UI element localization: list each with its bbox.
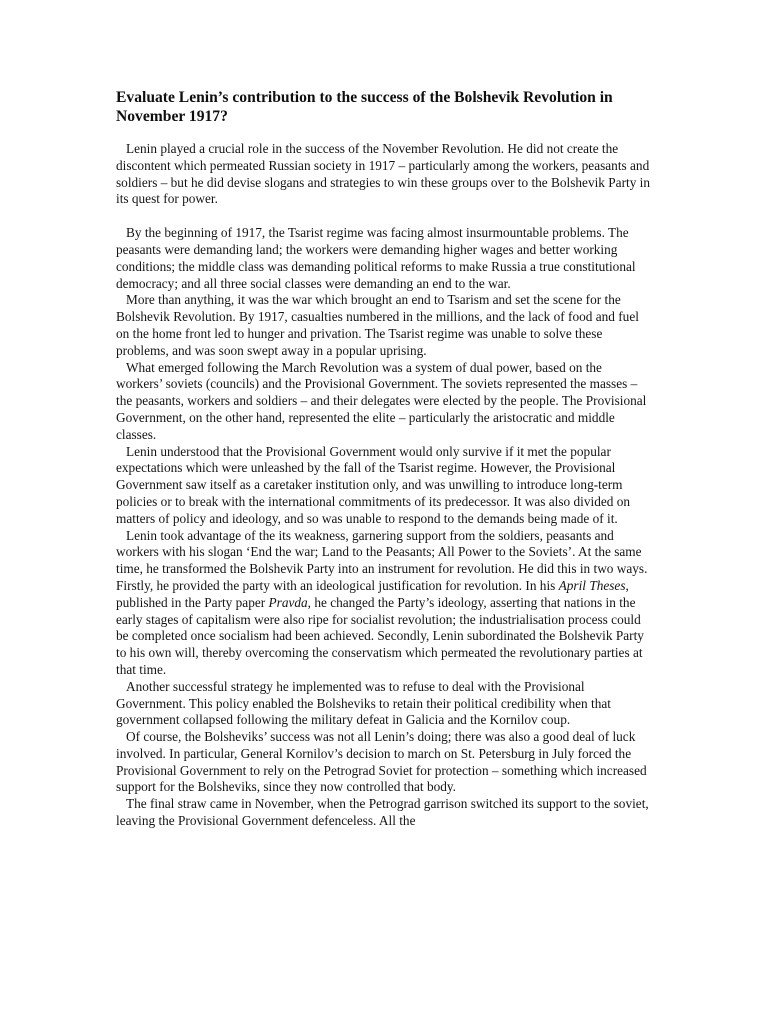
paragraph-dual-power: What emerged following the March Revolution was a system of dual power, based on the workers’ soviets (councils) and the Provisional Government. The soviets represented the masses – the peasants, workers and soldiers – and their delegates were elected by the people. The Provisional Government, on the other hand, represented the elite – particularly the aristocratic and middle classes. [116,359,647,442]
paragraph-provisional-government: Lenin understood that the Provisional Government would only survive if it met the popular expectations which were unleashed by the fall of the Tsarist regime. However, the Provisional Government saw itself as a caretaker institution only, and was unwilling to introduce long-term policies or to break with the international commitments of its predecessor. It was also divided on matters of policy and ideology, and so was unable to respond to the demands being made of it. [116,443,631,526]
paragraph-lenin-strategy [116,528,650,679]
paragraph-final-straw: The final straw came in November, when the Petrograd garrison switched its support to the soviet, leaving the Provisional Government defenceless. All the [116,796,649,829]
pravda-title: Pravda [268,594,308,610]
paragraph-luck: Of course, the Bolsheviks’ success was not all Lenin’s doing; there was also a good deal of luck involved. In particular, General Kornilov’s decision to march on St. Petersburg in July forced the Provisional Government to rely on the Petrograd Soviet for protection – something which increased support for the Bolsheviks, since they now controlled that body. [116,729,647,795]
paragraph-tsarist-problems: By the beginning of 1917, the Tsarist regime was facing almost insurmountable problems. The peasants were demanding land; the workers were demanding higher wages and better working conditions; the middle class was demanding political reforms to make Russia a true constitutional democracy; and all three social classes were demanding an end to the war. [116,225,636,291]
document-title: Evaluate Lenin’s contribution to the success of the Bolshevik Revolution in November 1917? [116,89,613,125]
paragraph-war: More than anything, it was the war which brought an end to Tsarism and set the scene for the Bolshevik Revolution. By 1917, casualties numbered in the millions, and the lack of food and fuel on the home front led to hunger and privation. The Tsarist regime was unable to solve these problems, and was soon swept away in a popular uprising. [116,292,639,358]
paragraph-intro: Lenin played a crucial role in the success of the November Revolution. He did not create the discontent which permeated Russian society in 1917 – particularly among the workers, peasants and soldiers – but he did devise slogans and strategies to win these groups over to the Bolshevik Party in its quest for power. [116,141,651,207]
april-theses-title: April Theses [558,577,626,593]
paragraph-refusal-strategy: Another successful strategy he implemented was to refuse to deal with the Provisional Government. This policy enabled the Bolsheviks to retain their political credibility when that government collapsed following the military defeat in Galicia and the Kornilov coup. [116,678,611,728]
paragraph-text-segment: Lenin took advantage of the its weakness, garnering support from the soldiers, peasants and workers with his slogan ‘End the war; Land to the Peasants; All Power to the Soviets’. At the same time, he transformed the Bolshevik Party into an instrument for revolution. He did this in two ways. Firstly, he provided the party with an ideological justification for revolution. In his [116,527,648,593]
paragraph-text-segment: , he changed the Party’s ideology, asserting that nations in the early stages of capitalism were also ripe for socialist revolution; the industrialisation process could be completed once socialism had been achieved. Secondly, Lenin subordinated the Bolshevik Party to his own will, thereby overcoming the conservatism which permeated the revolutionary parties at that time. [116,594,644,677]
paragraph-text-segment: , published in the Party paper [116,577,629,610]
